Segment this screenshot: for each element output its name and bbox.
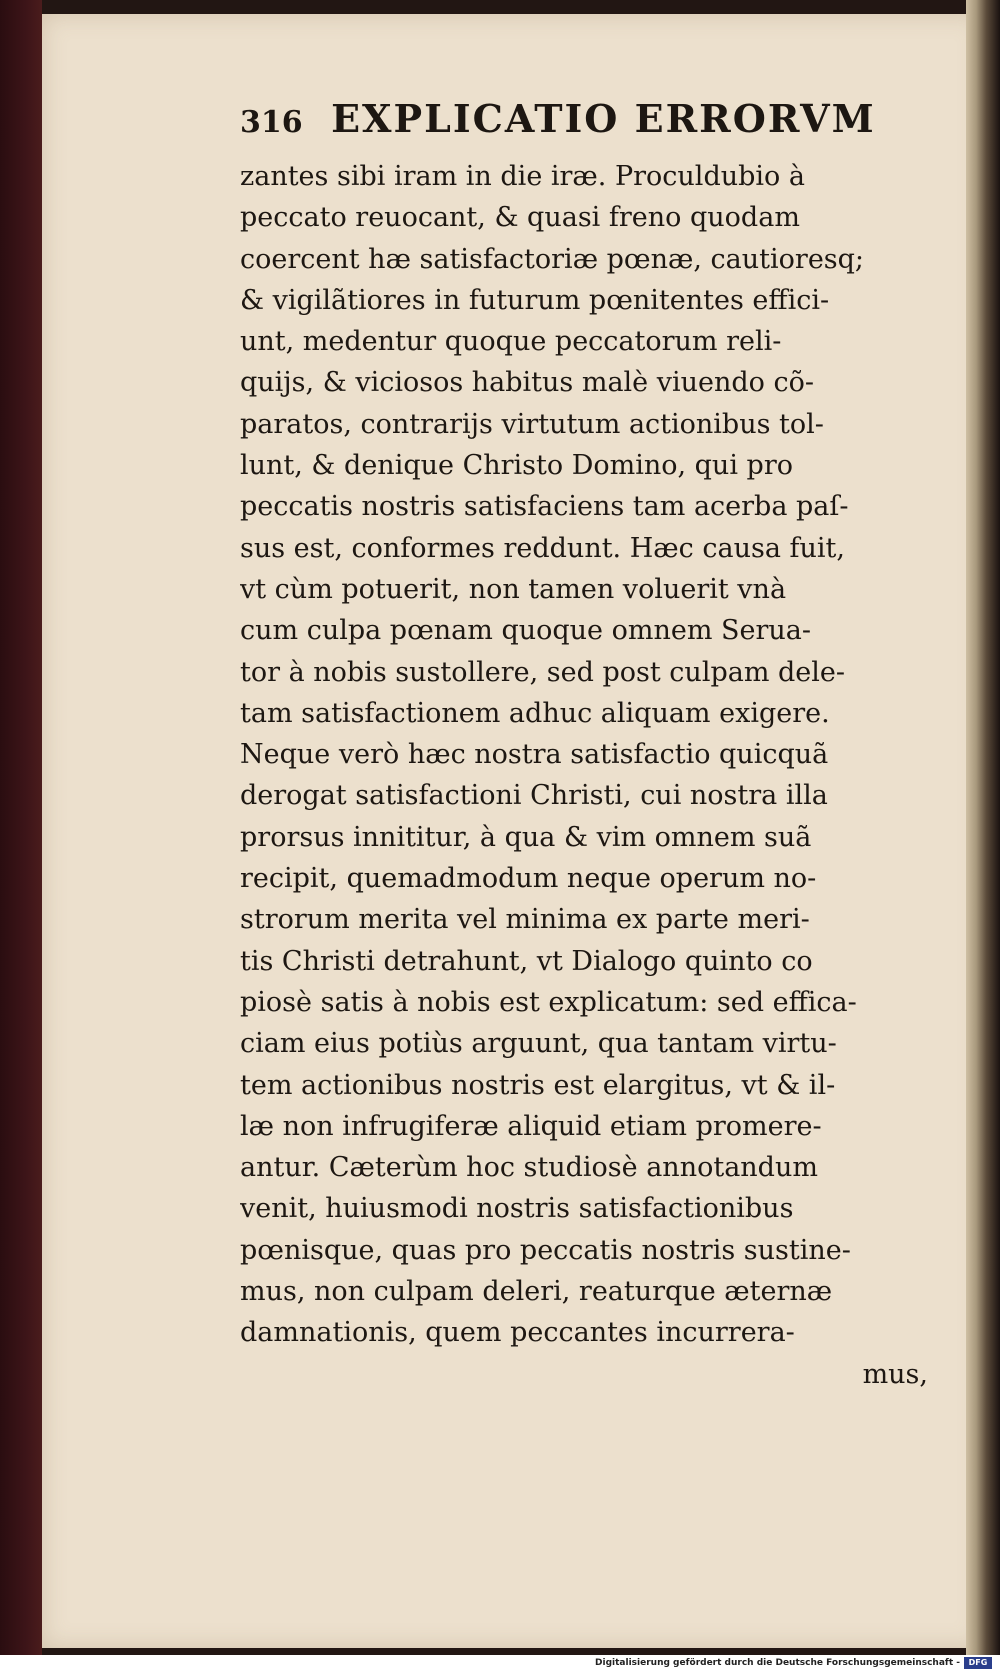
text-line: prorsus innititur, à qua & vim omnem suã — [240, 821, 812, 853]
running-title: EXPLICATIO ERRORVM — [331, 96, 876, 141]
text-line: tam satisfactionem adhuc aliquam exigere. — [240, 697, 830, 729]
text-line: quijs, & viciosos habitus malè viuendo cõ- — [240, 367, 815, 399]
text-line: tem actionibus nostris est elargitus, vt & il- — [240, 1069, 836, 1101]
text-line: derogat satisfactioni Christi, cui nostra illa — [240, 780, 828, 812]
text-line: coercent hæ satisfactoriæ pœnæ, cautioresq; — [240, 243, 865, 275]
dfg-logo: DFG — [964, 1657, 992, 1669]
body-text — [240, 156, 940, 1395]
text-line: venit, huiusmodi nostris satisfactionibus — [240, 1193, 794, 1225]
text-line: læ non infrugiferæ aliquid etiam promere- — [240, 1110, 822, 1142]
text-line: zantes sibi iram in die iræ. Proculdubio à — [240, 161, 805, 192]
text-line: tor à nobis sustollere, sed post culpam dele- — [240, 656, 846, 688]
text-line: antur. Cæterùm hoc studiosè annotandum — [240, 1152, 818, 1184]
text-line: Neque verò hæc nostra satisfactio quicquã — [240, 739, 829, 771]
text-line: peccato reuocant, & quasi freno quodam — [240, 202, 800, 234]
funding-credit: Digitalisierung gefördert durch die Deutsche Forschungsgemeinschaft - — [595, 1658, 960, 1668]
page-number: 316 — [240, 105, 303, 140]
text-line: pœnisque, quas pro peccatis nostris sustine- — [240, 1234, 851, 1266]
text-line: unt, medentur quoque peccatorum reli- — [240, 326, 782, 358]
text-line: lunt, & denique Christo Domino, qui pro — [240, 450, 793, 482]
text-line: sus est, conformes reddunt. Hæc causa fuit, — [240, 532, 845, 564]
text-line: damnationis, quem peccantes incurrera- — [240, 1317, 795, 1349]
text-line: recipit, quemadmodum neque operum no- — [240, 863, 817, 895]
text-line: paratos, contrarijs virtutum actionibus tol- — [240, 408, 824, 440]
page-edge — [966, 0, 1000, 1655]
text-line: strorum merita vel minima ex parte meri- — [240, 904, 810, 936]
text-line: ciam eius potiùs arguunt, qua tantam virtu- — [240, 1028, 837, 1060]
catchword: mus, — [862, 1358, 928, 1390]
footer-bar — [0, 1655, 1000, 1671]
text-line: vt cùm potuerit, non tamen voluerit vnà — [240, 573, 787, 605]
text-line: tis Christi detrahunt, vt Dialogo quinto co — [240, 945, 813, 977]
text-line: cum culpa pœnam quoque omnem Serua- — [240, 615, 812, 647]
running-head — [240, 96, 940, 156]
text-line: & vigilãtiores in futurum pœnitentes effici- — [240, 284, 830, 316]
binding-strip — [0, 0, 42, 1655]
text-line: mus, non culpam deleri, reaturque æternæ — [240, 1276, 833, 1308]
text-line: piosè satis à nobis est explicatum: sed effica- — [240, 986, 857, 1018]
text-line: peccatis nostris satisfaciens tam acerba paſ- — [240, 491, 849, 523]
text-block — [240, 78, 940, 1395]
